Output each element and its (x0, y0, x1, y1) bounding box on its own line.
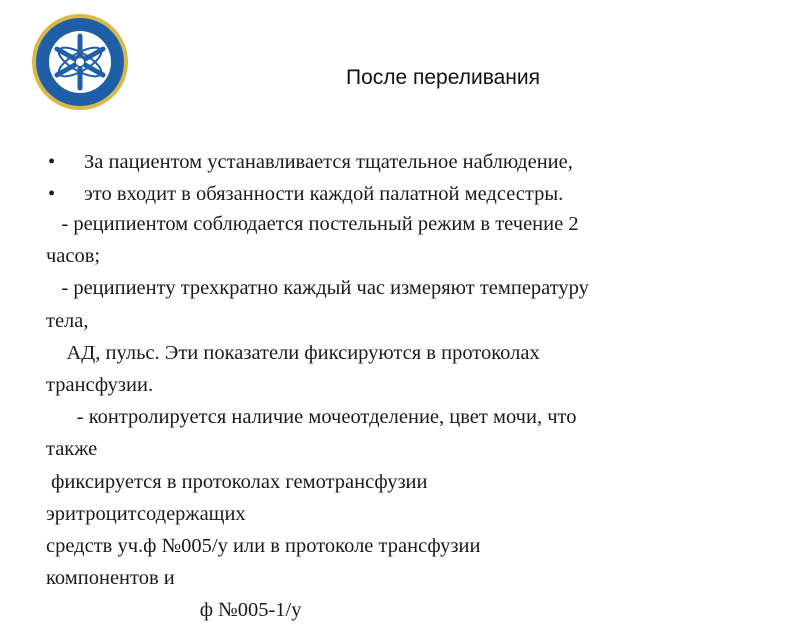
organization-logo (30, 12, 130, 112)
text-line: компонентов и (46, 567, 175, 590)
bullet-list (48, 146, 573, 210)
text-line: ф №005-1/у (46, 599, 302, 622)
logo-emblem-icon (30, 12, 130, 112)
text-line: АД, пульс. Эти показатели фиксируются в протоколах (46, 341, 540, 364)
slide-title: После переливания (345, 66, 541, 89)
bullet-item (48, 146, 573, 178)
text-line: - реципиентом соблюдается постельный режим в течение 2 (46, 213, 579, 235)
text-line: фиксируется в протоколах гемотрансфузии (46, 470, 428, 493)
bullet-marker: • (48, 183, 56, 205)
text-line: также (46, 438, 98, 461)
text-line: тела, (46, 309, 89, 332)
text-line: эритроцитсодержащих (46, 502, 246, 525)
text-line: - контролируется наличие мочеотделение, цвет мочи, что (46, 406, 577, 429)
body-text (46, 208, 589, 626)
bullet-item (48, 178, 573, 210)
bullet-text: За пациентом устанавливается тщательное наблюдение, (84, 151, 573, 173)
text-line: трансфузии. (46, 373, 154, 396)
text-line: - реципиенту трехкратно каждый час измеряют температуру (46, 277, 589, 300)
text-line: средств уч.ф №005/у или в протоколе трансфузии (46, 534, 481, 557)
bullet-text: это входит в обязанности каждой палатной медсестры. (84, 183, 564, 205)
text-line: часов; (46, 245, 101, 268)
bullet-marker: • (48, 151, 56, 173)
